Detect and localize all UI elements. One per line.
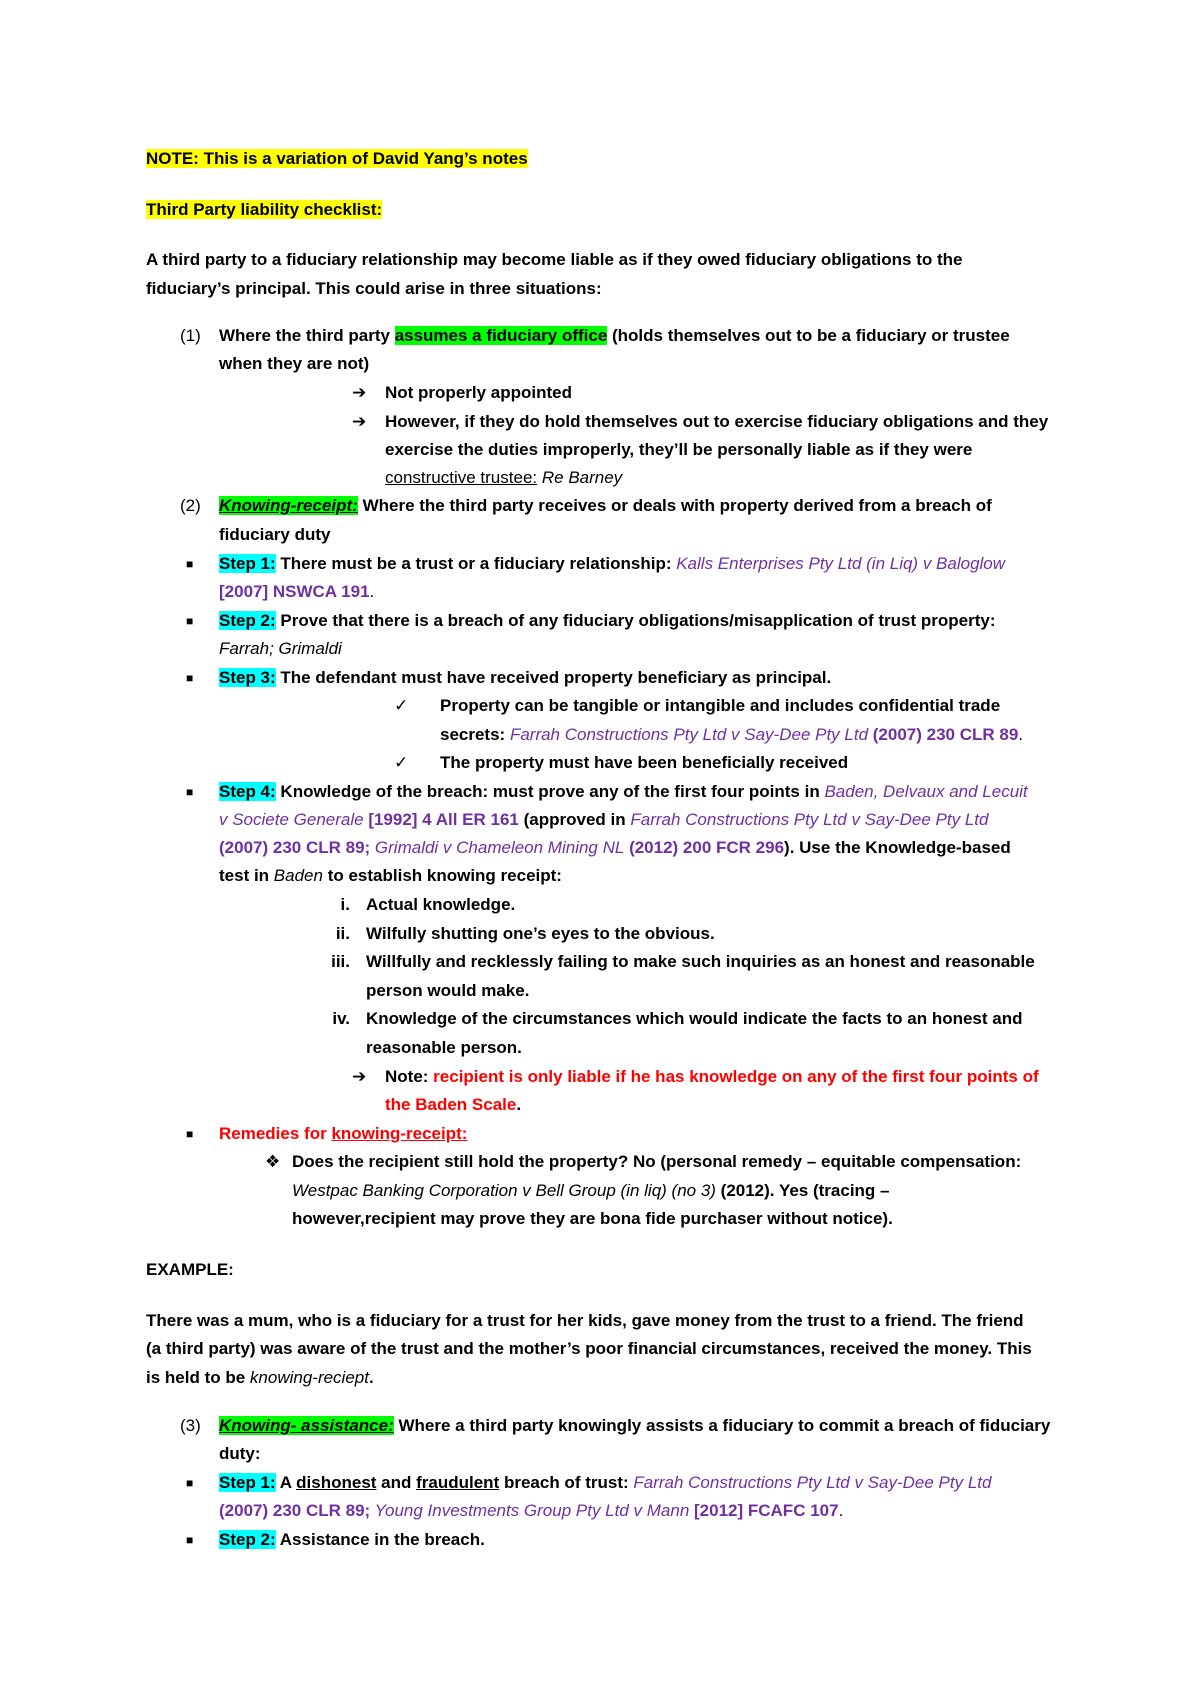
s3-line-1: Knowing- assistance: Where a third party knowingly assists a fiduciary to commit a breach of fiduciary (219, 1416, 1051, 1435)
s2-rem-l2: Westpac Banking Corporation v Bell Group (in liq) (no 3) (2012). Yes (tracing – (292, 1181, 890, 1200)
s1-arrow-2-l3: constructive trustee: Re Barney (385, 468, 623, 487)
roman-item: Knowledge of the circumstances which would indicate the facts to an honest and (366, 1009, 1023, 1028)
s3-step1-l1: Step 1: A dishonest and fraudulent breach of trust: Farrah Constructions Pty Ltd v Say-Dee Pty Ltd (219, 1473, 992, 1492)
bullet-square-icon: ■ (186, 1476, 194, 1490)
roman-item-cont: person would make. (366, 981, 530, 1000)
s2-step4-l4: test in Baden to establish knowing receipt: (219, 866, 562, 885)
example-title: EXAMPLE: (146, 1260, 234, 1279)
s2-step4-l2: v Societe Generale [1992] 4 All ER 161 (approved in Farrah Constructions Pty Ltd v Say-Dee Pty Ltd (219, 810, 989, 829)
s1-arrow-2-l1: However, if they do hold themselves out to exercise fiduciary obligations and they (385, 412, 1049, 431)
roman-num: iv. (332, 1009, 350, 1028)
checklist-title: Third Party liability checklist: (146, 200, 383, 219)
s3-step2: Step 2: Assistance in the breach. (219, 1530, 485, 1549)
s1-arrow-2-l2: exercise the duties improperly, they’ll be personally liable as if they were (385, 440, 973, 459)
roman-num: ii. (335, 924, 350, 943)
example-l1: There was a mum, who is a fiduciary for a trust for her kids, gave money from the trust to a friend. The friend (146, 1311, 1024, 1330)
s1-number: (1) (180, 326, 201, 345)
s2-note-l2: the Baden Scale. (385, 1095, 522, 1114)
s2-line-2: fiduciary duty (219, 525, 331, 544)
s2-step1-l1: Step 1: There must be a trust or a fiduciary relationship: Kalls Enterprises Pty Ltd (in Liq) v Baloglow (219, 554, 1006, 573)
bullet-square-icon: ■ (186, 1533, 194, 1547)
s2-step2-l2: Farrah; Grimaldi (219, 639, 342, 658)
roman-item: Actual knowledge. (366, 895, 516, 914)
s2-check1-l1: Property can be tangible or intangible and includes confidential trade (440, 696, 1001, 715)
example-l3: is held to be knowing-reciept. (146, 1368, 374, 1387)
roman-num: i. (340, 895, 350, 914)
bullet-square-icon: ■ (186, 557, 194, 571)
arrow-icon: ➔ (352, 383, 367, 402)
s2-check2: The property must have been beneficially received (440, 753, 849, 772)
arrow-icon: ➔ (352, 1067, 367, 1086)
note-line: NOTE: This is a variation of David Yang’s notes (146, 149, 528, 168)
s2-rem-l1: Does the recipient still hold the property? No (personal remedy – equitable compensation: (292, 1152, 1022, 1171)
s1-line-1: Where the third party assumes a fiduciary office (holds themselves out to be a fiduciary or trustee (219, 326, 1010, 345)
bullet-square-icon: ■ (186, 671, 194, 685)
s3-line-2: duty: (219, 1444, 261, 1463)
check-icon: ✓ (394, 696, 409, 715)
intro-line-1: A third party to a fiduciary relationship may become liable as if they owed fiduciary obligations to the (146, 250, 963, 269)
diamond-bullet-icon: ❖ (265, 1152, 281, 1171)
s3-number: (3) (180, 1416, 201, 1435)
s2-rem-l3: however,recipient may prove they are bona fide purchaser without notice). (292, 1209, 893, 1228)
s2-step1-l2: [2007] NSWCA 191. (219, 582, 375, 601)
s1-arrow-1: Not properly appointed (385, 383, 572, 402)
example-l2: (a third party) was aware of the trust and the mother’s poor financial circumstances, received the money. This (146, 1339, 1032, 1358)
s2-step2-l1: Step 2: Prove that there is a breach of any fiduciary obligations/misapplication of trust property: (219, 611, 996, 630)
arrow-icon: ➔ (352, 412, 367, 431)
roman-num: iii. (331, 952, 350, 971)
roman-item-cont: reasonable person. (366, 1038, 522, 1057)
roman-item: Willfully and recklessly failing to make such inquiries as an honest and reasonable (366, 952, 1035, 971)
s2-check1-l2: secrets: Farrah Constructions Pty Ltd v Say-Dee Pty Ltd (2007) 230 CLR 89. (440, 725, 1024, 744)
s2-step3: Step 3: The defendant must have received property beneficiary as principal. (219, 668, 832, 687)
s2-number: (2) (180, 496, 201, 515)
intro-line-2: fiduciary’s principal. This could arise in three situations: (146, 279, 602, 298)
s2-remedies: Remedies for knowing-receipt: (219, 1124, 468, 1143)
s2-highlight: Knowing-receipt: (219, 496, 358, 515)
bullet-square-icon: ■ (186, 614, 194, 628)
s2-step4-l3: (2007) 230 CLR 89; Grimaldi v Chameleon Mining NL (2012) 200 FCR 296). Use the Knowledge-based (219, 838, 1011, 857)
s2-step4-l1: Step 4: Knowledge of the breach: must prove any of the first four points in Baden, Delvaux and Lecuit (219, 782, 1028, 801)
roman-item: Wilfully shutting one’s eyes to the obvious. (366, 924, 715, 943)
bullet-square-icon: ■ (186, 1127, 194, 1141)
s2-line-1: Knowing-receipt: Where the third party receives or deals with property derived from a breach of (219, 496, 992, 515)
s3-highlight: Knowing- assistance: (219, 1416, 394, 1435)
check-icon: ✓ (394, 753, 409, 772)
s1-highlight: assumes a fiduciary office (394, 326, 608, 345)
bullet-square-icon: ■ (186, 785, 194, 799)
s2-note-l1: Note: recipient is only liable if he has knowledge on any of the first four points of (385, 1067, 1039, 1086)
s3-step1-l2: (2007) 230 CLR 89; Young Investments Group Pty Ltd v Mann [2012] FCAFC 107. (219, 1501, 844, 1520)
s1-line-2: when they are not) (219, 354, 370, 373)
